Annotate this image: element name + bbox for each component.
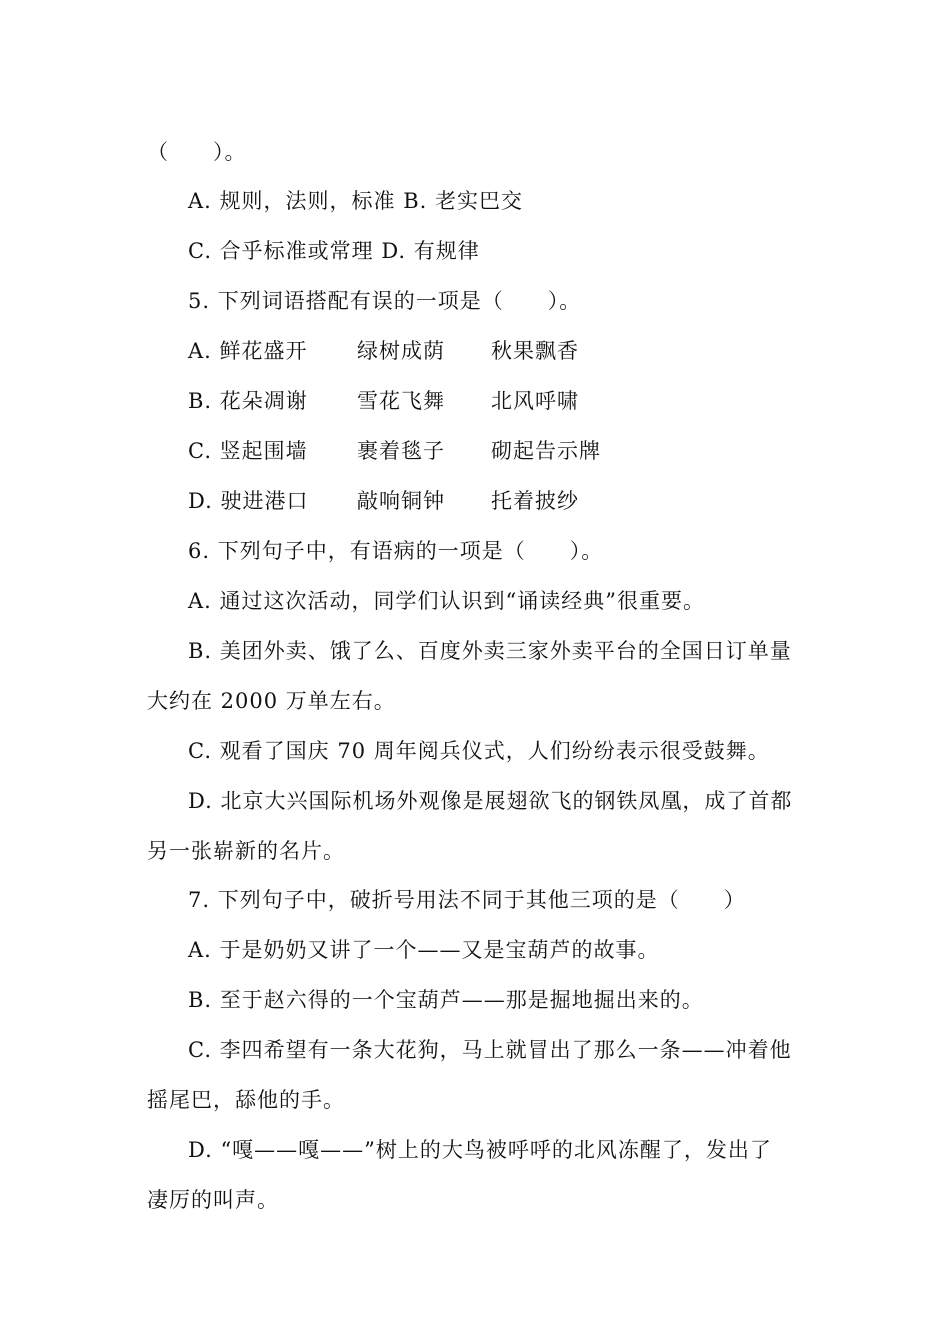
q6-option-c: C. 观看了国庆 70 周年阅兵仪式，人们纷纷表示很受鼓舞。 xyxy=(188,739,770,763)
q5-option-b-col2: 雪花飞舞 xyxy=(357,389,445,413)
q7-option-c: C. 李四希望有一条大花狗，马上就冒出了那么一条——冲着他 xyxy=(188,1038,792,1062)
q5-option-c-col2: 裹着毯子 xyxy=(357,439,445,463)
question-5: 5. 下列词语搭配有误的一项是（ ）。 xyxy=(188,289,582,313)
q6-option-a: A. 通过这次活动，同学们认识到“诵读经典”很重要。 xyxy=(188,589,705,613)
q6-option-d-cont: 另一张崭新的名片。 xyxy=(147,839,345,863)
q5-option-a-col2: 绿树成荫 xyxy=(357,339,445,363)
q5-option-c-col1: C. 竖起围墙 xyxy=(188,439,308,463)
q5-option-b-col3: 北风呼啸 xyxy=(491,389,579,413)
q5-option-d-col1: D. 驶进港口 xyxy=(188,489,309,513)
q7-option-c-cont: 摇尾巴，舔他的手。 xyxy=(147,1088,345,1112)
q7-option-a: A. 于是奶奶又讲了一个——又是宝葫芦的故事。 xyxy=(188,938,660,962)
q6-option-d: D. 北京大兴国际机场外观像是展翅欲飞的钢铁凤凰，成了首都 xyxy=(188,789,793,813)
q5-option-b-col1: B. 花朵凋谢 xyxy=(188,389,308,413)
q5-option-a-col3: 秋果飘香 xyxy=(491,339,579,363)
q7-option-d-cont: 凄厉的叫声。 xyxy=(147,1188,279,1212)
question-6: 6. 下列句子中，有语病的一项是（ ）。 xyxy=(188,539,604,563)
q5-option-d-col2: 敲响铜钟 xyxy=(357,489,445,513)
q6-option-b-cont: 大约在 2000 万单左右。 xyxy=(147,689,396,713)
q7-option-d: D. “嘎——嘎——”树上的大鸟被呼呼的北风冻醒了，发出了 xyxy=(188,1138,772,1162)
q7-option-b: B. 至于赵六得的一个宝葫芦——那是掘地掘出来的。 xyxy=(188,988,704,1012)
answer-blank-line: （ ）。 xyxy=(147,140,247,164)
q5-option-d-col3: 托着披纱 xyxy=(491,489,579,513)
q6-option-b: B. 美团外卖、饿了么、百度外卖三家外卖平台的全国日订单量 xyxy=(188,639,792,663)
question-7: 7. 下列句子中，破折号用法不同于其他三项的是（ ） xyxy=(188,888,746,912)
q5-option-c-col3: 砌起告示牌 xyxy=(491,439,601,463)
q4-options-cd: C. 合乎标准或常理 D. 有规律 xyxy=(188,239,480,263)
q5-option-a-col1: A. 鲜花盛开 xyxy=(188,339,308,363)
q4-options-ab: A. 规则，法则，标准 B. 老实巴交 xyxy=(188,189,523,213)
